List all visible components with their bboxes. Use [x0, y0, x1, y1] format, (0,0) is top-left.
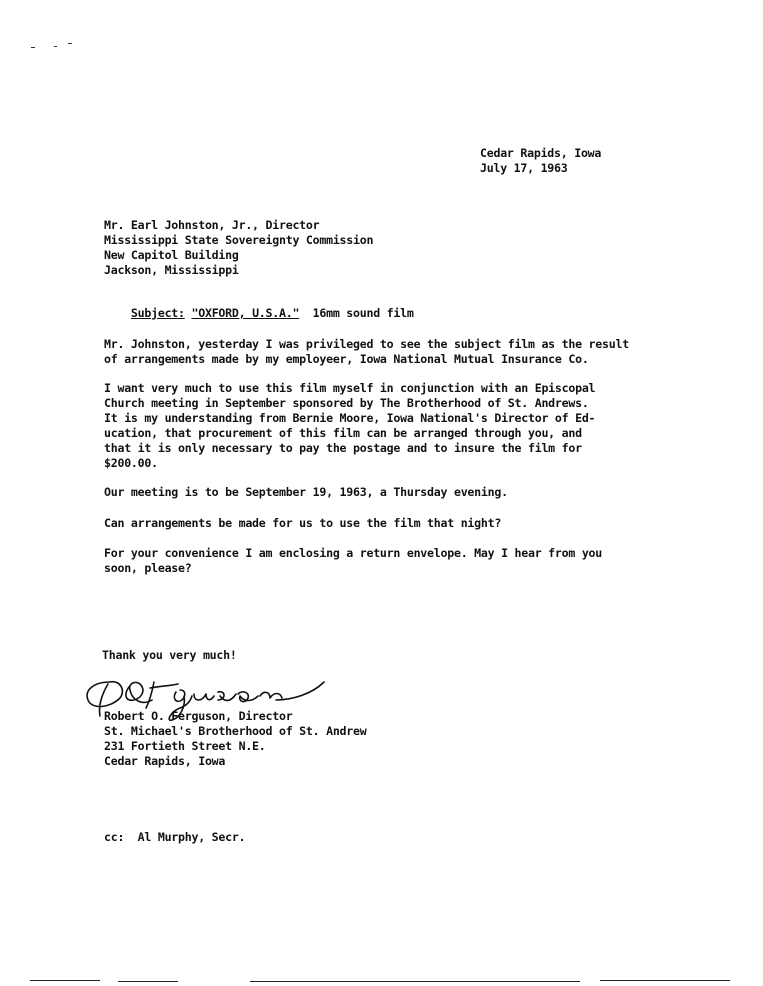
cc-line: cc: Al Murphy, Secr.: [104, 830, 246, 844]
scan-speck: [31, 47, 35, 48]
paragraph-line: I want very much to use this film myself in conjunction with an Episcopal: [104, 381, 596, 395]
paragraph-line: of arrangements made by my employeer, Iowa National Mutual Insurance Co.: [104, 352, 589, 366]
scan-edge-line: [30, 980, 100, 981]
scan-edge-line: [118, 981, 178, 982]
addressee-line: Jackson, Mississippi: [104, 263, 239, 277]
addressee-line: Mr. Earl Johnston, Jr., Director: [104, 218, 320, 232]
paragraph-2: [104, 381, 704, 471]
paragraph-line: ucation, that procurement of this film can be arranged through you, and: [104, 426, 582, 440]
paragraph-line: For your convenience I am enclosing a return envelope. May I hear from you: [104, 546, 603, 560]
paragraph-line: that it is only necessary to pay the postage and to insure the film for: [104, 441, 582, 455]
closing: Thank you very much!: [102, 648, 237, 662]
paragraph-line: It is my understanding from Bernie Moore, Iowa National's Director of Ed-: [104, 411, 596, 425]
signer-street: 231 Fortieth Street N.E.: [104, 739, 266, 753]
scan-speck: [54, 46, 57, 47]
letter-date: July 17, 1963: [480, 161, 568, 175]
letter-place: Cedar Rapids, Iowa: [480, 146, 602, 160]
paragraph-line: Mr. Johnston, yesterday I was privileged to see the subject film as the result: [104, 337, 629, 351]
subject-title: "OXFORD, U.S.A.": [191, 306, 300, 320]
signer-name: Robert O. Ferguson, Director: [104, 709, 293, 723]
subject-label: Subject:: [130, 306, 185, 320]
paragraph-5: [104, 546, 704, 576]
paragraph-4: Can arrangements be made for us to use the film that night?: [104, 516, 502, 530]
paragraph-line: $200.00.: [104, 456, 158, 470]
signer-city: Cedar Rapids, Iowa: [104, 754, 226, 768]
addressee-line: Mississippi State Sovereignty Commission: [104, 233, 374, 247]
paragraph-line: soon, please?: [104, 561, 192, 575]
subject-line: [104, 291, 414, 336]
signer-org: St. Michael's Brotherhood of St. Andrew: [104, 724, 367, 738]
paragraph-line: Church meeting in September sponsored by The Brotherhood of St. Andrews.: [104, 396, 589, 410]
paragraph-1: [104, 337, 704, 367]
subject-rest: 16mm sound film: [312, 306, 414, 320]
addressee-line: New Capitol Building: [104, 248, 239, 262]
paragraph-3: Our meeting is to be September 19, 1963, a Thursday evening.: [104, 485, 508, 499]
scan-edge-line: [250, 981, 580, 982]
scan-edge-line: [600, 980, 730, 981]
scan-speck: [68, 43, 72, 44]
